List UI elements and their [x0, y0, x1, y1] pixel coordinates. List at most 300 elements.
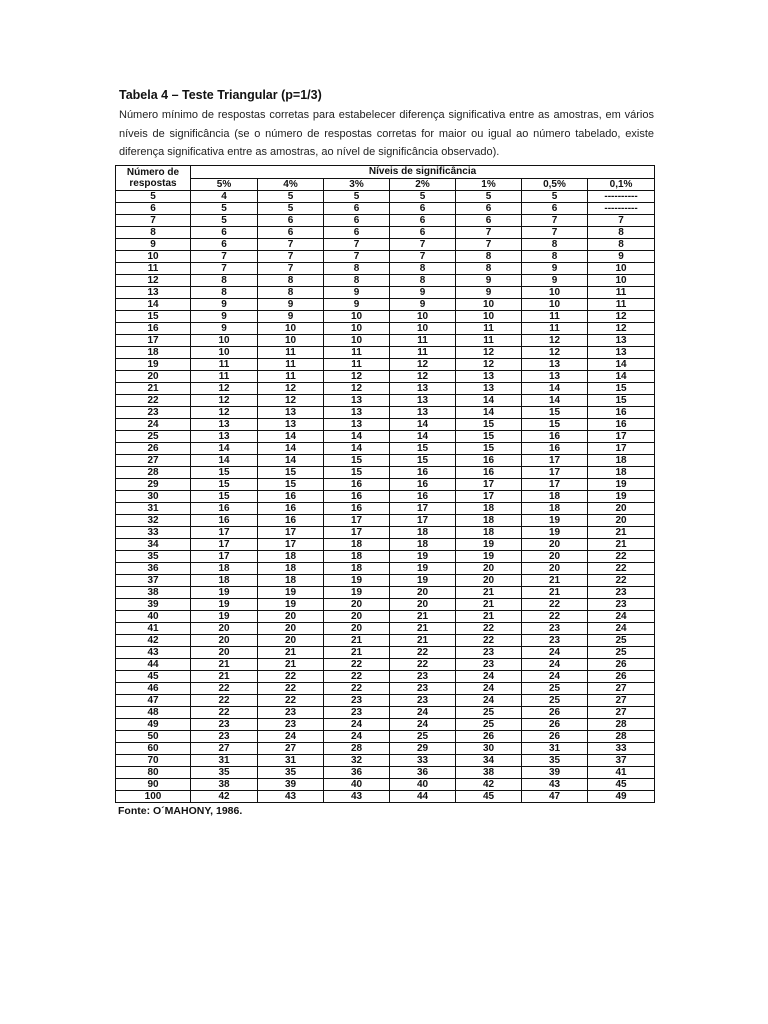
- min-correct-cell: 22: [522, 599, 588, 611]
- table-row: [116, 431, 655, 443]
- min-correct-cell: 19: [191, 611, 258, 623]
- min-correct-cell: 6: [522, 203, 588, 215]
- min-correct-cell: 7: [588, 215, 655, 227]
- min-correct-cell: 11: [324, 359, 390, 371]
- min-correct-cell: 33: [588, 743, 655, 755]
- min-correct-cell: 22: [588, 551, 655, 563]
- min-correct-cell: 16: [324, 491, 390, 503]
- min-correct-cell: 23: [390, 695, 456, 707]
- min-correct-cell: 10: [324, 323, 390, 335]
- min-correct-cell: 14: [191, 455, 258, 467]
- min-correct-cell: 10: [258, 323, 324, 335]
- min-correct-cell: 27: [191, 743, 258, 755]
- min-correct-cell: 9: [390, 299, 456, 311]
- min-correct-cell: 12: [191, 395, 258, 407]
- min-correct-cell: 20: [588, 503, 655, 515]
- min-correct-cell: 18: [324, 551, 390, 563]
- min-correct-cell: 23: [191, 731, 258, 743]
- min-correct-cell: 9: [324, 299, 390, 311]
- responses-count-cell: 38: [116, 587, 191, 599]
- responses-count-cell: 23: [116, 407, 191, 419]
- min-correct-cell: 12: [522, 347, 588, 359]
- min-correct-cell: 21: [390, 611, 456, 623]
- min-correct-cell: 24: [588, 623, 655, 635]
- min-correct-cell: 16: [191, 503, 258, 515]
- min-correct-cell: 18: [588, 467, 655, 479]
- table-row: [116, 359, 655, 371]
- min-correct-cell: 37: [588, 755, 655, 767]
- min-correct-cell: 17: [390, 515, 456, 527]
- min-correct-cell: 18: [191, 575, 258, 587]
- table-row: [116, 515, 655, 527]
- min-correct-cell: 7: [456, 227, 522, 239]
- table-row: [116, 263, 655, 275]
- min-correct-cell: 18: [588, 455, 655, 467]
- min-correct-cell: 17: [191, 527, 258, 539]
- min-correct-cell: 11: [390, 347, 456, 359]
- min-correct-cell: 8: [191, 287, 258, 299]
- responses-count-cell: 29: [116, 479, 191, 491]
- min-correct-cell: 11: [522, 311, 588, 323]
- min-correct-cell: 17: [456, 491, 522, 503]
- min-correct-cell: 20: [191, 635, 258, 647]
- min-correct-cell: 26: [522, 707, 588, 719]
- table-row: [116, 395, 655, 407]
- min-correct-cell: 18: [522, 503, 588, 515]
- min-correct-cell: 12: [588, 323, 655, 335]
- responses-count-cell: 18: [116, 347, 191, 359]
- min-correct-cell: 4: [191, 191, 258, 203]
- min-correct-cell: 7: [324, 251, 390, 263]
- min-correct-cell: 15: [324, 467, 390, 479]
- min-correct-cell: 21: [456, 599, 522, 611]
- min-correct-cell: 8: [324, 263, 390, 275]
- min-correct-cell: 15: [390, 443, 456, 455]
- min-correct-cell: 5: [258, 191, 324, 203]
- responses-count-cell: 12: [116, 275, 191, 287]
- min-correct-cell: 7: [522, 227, 588, 239]
- min-correct-cell: 9: [258, 311, 324, 323]
- triangle-test-table-container: [115, 165, 654, 803]
- min-correct-cell: 7: [191, 251, 258, 263]
- min-correct-cell: 7: [258, 263, 324, 275]
- min-correct-cell: 28: [324, 743, 390, 755]
- responses-count-cell: 11: [116, 263, 191, 275]
- min-correct-cell: 13: [324, 395, 390, 407]
- min-correct-cell: 14: [258, 455, 324, 467]
- min-correct-cell: 24: [456, 671, 522, 683]
- min-correct-cell: 19: [191, 599, 258, 611]
- min-correct-cell: 11: [522, 323, 588, 335]
- min-correct-cell: 15: [191, 491, 258, 503]
- level-header-5: 5%: [191, 179, 258, 191]
- responses-count-cell: 32: [116, 515, 191, 527]
- min-correct-cell: 14: [258, 431, 324, 443]
- table-row: [116, 299, 655, 311]
- min-correct-cell: 14: [456, 407, 522, 419]
- responses-count-cell: 13: [116, 287, 191, 299]
- min-correct-cell: 18: [456, 503, 522, 515]
- min-correct-cell: ----------: [588, 191, 655, 203]
- min-correct-cell: 31: [191, 755, 258, 767]
- min-correct-cell: 39: [522, 767, 588, 779]
- min-correct-cell: 11: [258, 371, 324, 383]
- min-correct-cell: 14: [191, 443, 258, 455]
- responses-count-cell: 40: [116, 611, 191, 623]
- table-row: [116, 311, 655, 323]
- min-correct-cell: 20: [390, 599, 456, 611]
- min-correct-cell: 25: [588, 647, 655, 659]
- min-correct-cell: 10: [456, 311, 522, 323]
- min-correct-cell: 19: [588, 479, 655, 491]
- min-correct-cell: 19: [191, 587, 258, 599]
- table-body: [116, 191, 655, 803]
- responses-count-cell: 9: [116, 239, 191, 251]
- responses-count-cell: 49: [116, 719, 191, 731]
- responses-count-cell: 21: [116, 383, 191, 395]
- level-header-4: 4%: [258, 179, 324, 191]
- min-correct-cell: 22: [191, 707, 258, 719]
- min-correct-cell: 5: [522, 191, 588, 203]
- min-correct-cell: 19: [390, 563, 456, 575]
- min-correct-cell: 24: [522, 659, 588, 671]
- min-correct-cell: 22: [456, 635, 522, 647]
- responses-count-cell: 33: [116, 527, 191, 539]
- min-correct-cell: 10: [588, 263, 655, 275]
- table-source: Fonte: O´MAHONY, 1986.: [118, 805, 243, 817]
- min-correct-cell: 28: [588, 719, 655, 731]
- table-row: [116, 443, 655, 455]
- table-row: [116, 383, 655, 395]
- table-row: [116, 527, 655, 539]
- min-correct-cell: 24: [390, 707, 456, 719]
- min-correct-cell: 15: [456, 419, 522, 431]
- min-correct-cell: 21: [191, 671, 258, 683]
- min-correct-cell: 9: [324, 287, 390, 299]
- min-correct-cell: 10: [588, 275, 655, 287]
- min-correct-cell: 13: [588, 335, 655, 347]
- min-correct-cell: 5: [191, 203, 258, 215]
- table-row: [116, 227, 655, 239]
- table-row: [116, 215, 655, 227]
- min-correct-cell: 23: [588, 599, 655, 611]
- min-correct-cell: 14: [456, 395, 522, 407]
- table-row: [116, 791, 655, 803]
- min-correct-cell: 12: [324, 383, 390, 395]
- min-correct-cell: 21: [324, 647, 390, 659]
- min-correct-cell: 13: [390, 395, 456, 407]
- min-correct-cell: 14: [390, 431, 456, 443]
- min-correct-cell: 11: [588, 287, 655, 299]
- min-correct-cell: 8: [258, 275, 324, 287]
- min-correct-cell: 14: [390, 419, 456, 431]
- min-correct-cell: 6: [324, 227, 390, 239]
- responses-count-cell: 19: [116, 359, 191, 371]
- min-correct-cell: 7: [324, 239, 390, 251]
- min-correct-cell: 26: [588, 671, 655, 683]
- responses-count-cell: 27: [116, 455, 191, 467]
- min-correct-cell: 36: [324, 767, 390, 779]
- min-correct-cell: 35: [258, 767, 324, 779]
- min-correct-cell: 10: [522, 299, 588, 311]
- min-correct-cell: 38: [456, 767, 522, 779]
- table-row: [116, 479, 655, 491]
- min-correct-cell: 18: [456, 515, 522, 527]
- min-correct-cell: 16: [390, 491, 456, 503]
- min-correct-cell: 15: [258, 479, 324, 491]
- min-correct-cell: 31: [522, 743, 588, 755]
- header-row-top: [116, 166, 655, 179]
- min-correct-cell: 15: [522, 407, 588, 419]
- min-correct-cell: 16: [258, 503, 324, 515]
- min-correct-cell: 8: [588, 239, 655, 251]
- min-correct-cell: 34: [456, 755, 522, 767]
- min-correct-cell: 24: [522, 647, 588, 659]
- min-correct-cell: 21: [390, 623, 456, 635]
- table-row: [116, 371, 655, 383]
- responses-count-cell: 37: [116, 575, 191, 587]
- min-correct-cell: 5: [191, 215, 258, 227]
- responses-count-cell: 30: [116, 491, 191, 503]
- min-correct-cell: 16: [191, 515, 258, 527]
- min-correct-cell: 23: [390, 671, 456, 683]
- min-correct-cell: 13: [390, 383, 456, 395]
- min-correct-cell: 11: [588, 299, 655, 311]
- min-correct-cell: 25: [456, 707, 522, 719]
- min-correct-cell: 42: [191, 791, 258, 803]
- significance-levels-header: Níveis de significância: [191, 166, 655, 179]
- min-correct-cell: 21: [258, 647, 324, 659]
- table-row: [116, 611, 655, 623]
- min-correct-cell: 6: [390, 215, 456, 227]
- min-correct-cell: 22: [258, 695, 324, 707]
- table-header: [116, 166, 655, 191]
- min-correct-cell: 22: [191, 695, 258, 707]
- min-correct-cell: 23: [588, 587, 655, 599]
- min-correct-cell: 11: [258, 359, 324, 371]
- min-correct-cell: 22: [324, 683, 390, 695]
- responses-header-line2: respostas: [129, 178, 177, 189]
- min-correct-cell: 12: [390, 359, 456, 371]
- table-row: [116, 539, 655, 551]
- min-correct-cell: 6: [191, 227, 258, 239]
- min-correct-cell: 22: [522, 611, 588, 623]
- min-correct-cell: 28: [588, 731, 655, 743]
- min-correct-cell: 10: [456, 299, 522, 311]
- responses-count-cell: 47: [116, 695, 191, 707]
- min-correct-cell: 22: [191, 683, 258, 695]
- min-correct-cell: 11: [456, 323, 522, 335]
- min-correct-cell: 11: [324, 347, 390, 359]
- min-correct-cell: 20: [324, 599, 390, 611]
- min-correct-cell: 24: [258, 731, 324, 743]
- min-correct-cell: 15: [456, 431, 522, 443]
- min-correct-cell: 6: [258, 215, 324, 227]
- min-correct-cell: 32: [324, 755, 390, 767]
- min-correct-cell: 27: [588, 683, 655, 695]
- min-correct-cell: 18: [324, 539, 390, 551]
- min-correct-cell: 16: [324, 479, 390, 491]
- min-correct-cell: 26: [522, 731, 588, 743]
- min-correct-cell: 24: [324, 731, 390, 743]
- min-correct-cell: 8: [191, 275, 258, 287]
- min-correct-cell: 22: [390, 647, 456, 659]
- min-correct-cell: 5: [258, 203, 324, 215]
- min-correct-cell: 16: [456, 467, 522, 479]
- min-correct-cell: 6: [324, 215, 390, 227]
- min-correct-cell: 8: [390, 263, 456, 275]
- table-row: [116, 683, 655, 695]
- table-row: [116, 587, 655, 599]
- min-correct-cell: 26: [456, 731, 522, 743]
- min-correct-cell: 17: [258, 539, 324, 551]
- min-correct-cell: 7: [390, 251, 456, 263]
- min-correct-cell: 8: [258, 287, 324, 299]
- min-correct-cell: 45: [456, 791, 522, 803]
- min-correct-cell: 19: [258, 587, 324, 599]
- responses-count-cell: 80: [116, 767, 191, 779]
- table-row: [116, 779, 655, 791]
- min-correct-cell: 13: [456, 383, 522, 395]
- min-correct-cell: 5: [390, 191, 456, 203]
- min-correct-cell: 22: [258, 671, 324, 683]
- min-correct-cell: 25: [588, 635, 655, 647]
- min-correct-cell: 17: [522, 479, 588, 491]
- header-row-levels: [116, 179, 655, 191]
- table-row: [116, 695, 655, 707]
- responses-count-cell: 14: [116, 299, 191, 311]
- min-correct-cell: 22: [324, 659, 390, 671]
- min-correct-cell: 5: [456, 191, 522, 203]
- responses-count-cell: 48: [116, 707, 191, 719]
- table-row: [116, 599, 655, 611]
- table-row: [116, 551, 655, 563]
- min-correct-cell: 6: [390, 227, 456, 239]
- table-row: [116, 347, 655, 359]
- min-correct-cell: 23: [456, 659, 522, 671]
- min-correct-cell: 9: [588, 251, 655, 263]
- min-correct-cell: 40: [324, 779, 390, 791]
- responses-count-cell: 7: [116, 215, 191, 227]
- min-correct-cell: 14: [522, 395, 588, 407]
- table-row: [116, 491, 655, 503]
- responses-count-cell: 39: [116, 599, 191, 611]
- min-correct-cell: 26: [588, 659, 655, 671]
- min-correct-cell: 16: [390, 479, 456, 491]
- min-correct-cell: 19: [522, 515, 588, 527]
- min-correct-cell: 17: [456, 479, 522, 491]
- level-header-0-5: 0,5%: [522, 179, 588, 191]
- table-row: [116, 623, 655, 635]
- min-correct-cell: 49: [588, 791, 655, 803]
- responses-count-cell: 41: [116, 623, 191, 635]
- table-row: [116, 755, 655, 767]
- min-correct-cell: 26: [522, 719, 588, 731]
- min-correct-cell: 21: [522, 575, 588, 587]
- responses-count-cell: 22: [116, 395, 191, 407]
- min-correct-cell: 14: [522, 383, 588, 395]
- min-correct-cell: 43: [324, 791, 390, 803]
- min-correct-cell: 13: [258, 407, 324, 419]
- min-correct-cell: 13: [456, 371, 522, 383]
- level-header-2: 2%: [390, 179, 456, 191]
- min-correct-cell: 12: [588, 311, 655, 323]
- min-correct-cell: 9: [522, 275, 588, 287]
- min-correct-cell: 20: [390, 587, 456, 599]
- table-row: [116, 287, 655, 299]
- table-row: [116, 191, 655, 203]
- table-row: [116, 275, 655, 287]
- table-row: [116, 563, 655, 575]
- min-correct-cell: 7: [522, 215, 588, 227]
- min-correct-cell: 17: [191, 551, 258, 563]
- responses-count-cell: 44: [116, 659, 191, 671]
- min-correct-cell: 14: [324, 431, 390, 443]
- min-correct-cell: 6: [456, 203, 522, 215]
- min-correct-cell: 24: [456, 683, 522, 695]
- responses-count-cell: 28: [116, 467, 191, 479]
- min-correct-cell: 10: [390, 323, 456, 335]
- min-correct-cell: 7: [456, 239, 522, 251]
- min-correct-cell: 21: [324, 635, 390, 647]
- min-correct-cell: 20: [191, 623, 258, 635]
- level-header-3: 3%: [324, 179, 390, 191]
- min-correct-cell: 13: [390, 407, 456, 419]
- min-correct-cell: 24: [390, 719, 456, 731]
- min-correct-cell: 22: [390, 659, 456, 671]
- min-correct-cell: 15: [324, 455, 390, 467]
- min-correct-cell: 22: [258, 683, 324, 695]
- responses-header-line1: Número de: [126, 167, 180, 178]
- min-correct-cell: 21: [588, 527, 655, 539]
- min-correct-cell: 13: [324, 419, 390, 431]
- min-correct-cell: 12: [258, 395, 324, 407]
- min-correct-cell: 22: [588, 563, 655, 575]
- min-correct-cell: 14: [588, 371, 655, 383]
- min-correct-cell: 5: [324, 191, 390, 203]
- table-row: [116, 767, 655, 779]
- table-title: Tabela 4 – Teste Triangular (p=1/3): [119, 88, 322, 102]
- min-correct-cell: 24: [522, 671, 588, 683]
- responses-count-cell: 31: [116, 503, 191, 515]
- min-correct-cell: 21: [191, 659, 258, 671]
- min-correct-cell: 13: [191, 431, 258, 443]
- min-correct-cell: 22: [324, 671, 390, 683]
- min-correct-cell: 18: [324, 563, 390, 575]
- min-correct-cell: 20: [324, 611, 390, 623]
- min-correct-cell: 15: [258, 467, 324, 479]
- min-correct-cell: 10: [324, 311, 390, 323]
- min-correct-cell: 19: [390, 551, 456, 563]
- responses-count-cell: 43: [116, 647, 191, 659]
- min-correct-cell: 39: [258, 779, 324, 791]
- min-correct-cell: 12: [456, 347, 522, 359]
- table-row: [116, 239, 655, 251]
- min-correct-cell: 19: [588, 491, 655, 503]
- min-correct-cell: 27: [258, 743, 324, 755]
- min-correct-cell: 20: [522, 551, 588, 563]
- min-correct-cell: 12: [522, 335, 588, 347]
- min-correct-cell: 7: [258, 239, 324, 251]
- min-correct-cell: 16: [456, 455, 522, 467]
- min-correct-cell: 9: [191, 299, 258, 311]
- min-correct-cell: 23: [324, 695, 390, 707]
- min-correct-cell: 10: [390, 311, 456, 323]
- min-correct-cell: 38: [191, 779, 258, 791]
- min-correct-cell: 17: [522, 467, 588, 479]
- min-correct-cell: 20: [456, 563, 522, 575]
- min-correct-cell: 21: [456, 587, 522, 599]
